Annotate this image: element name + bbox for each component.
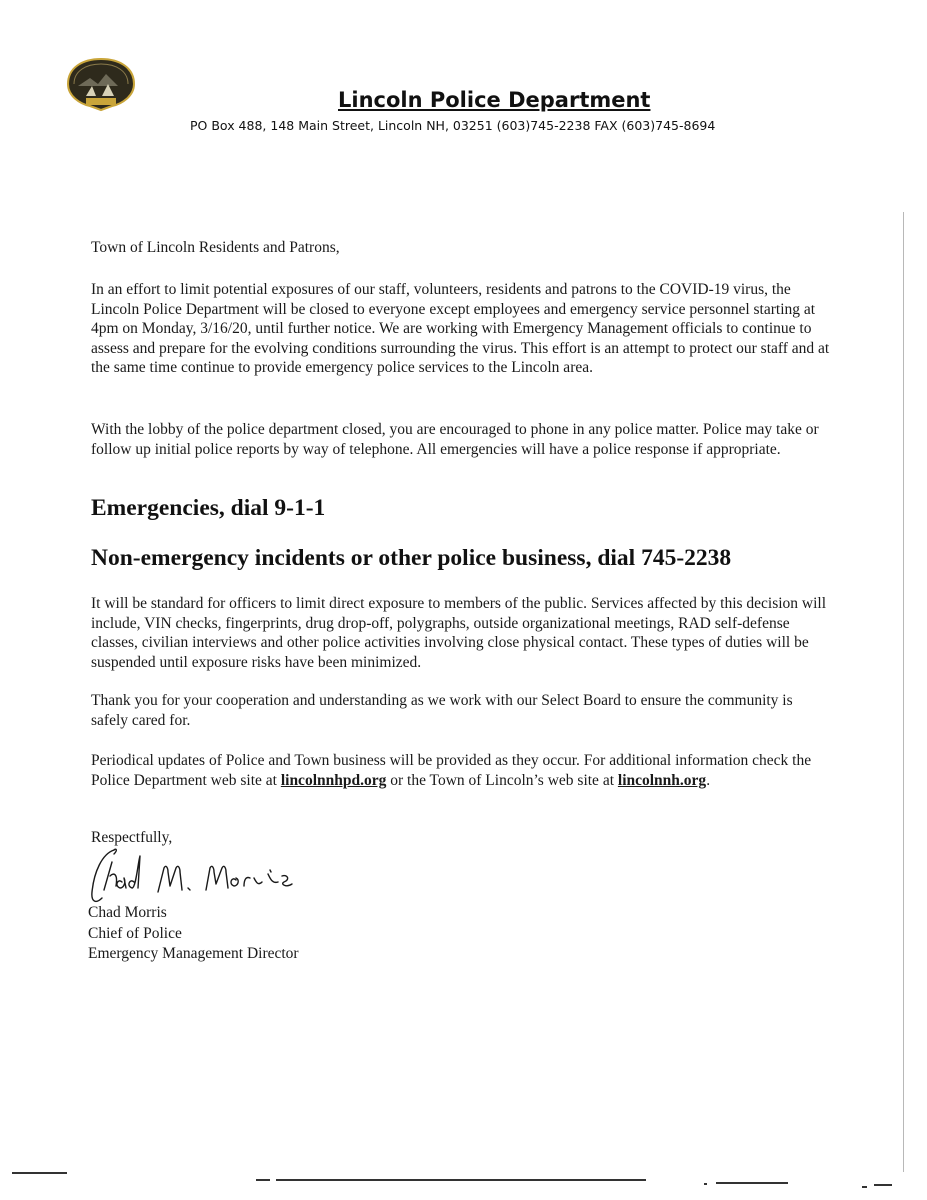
paragraph-closure-notice — [91, 280, 831, 378]
closing-text: Respectfully, — [91, 829, 173, 846]
paragraph-text — [91, 751, 831, 790]
handwritten-signature — [84, 842, 314, 910]
paragraph-updates — [91, 751, 831, 790]
scan-mark — [862, 1186, 867, 1188]
non-emergency-heading: Non-emergency incidents or other police business, dial 745-2238 — [91, 545, 732, 571]
department-address: PO Box 488, 148 Main Street, Lincoln NH, 03251 (603)745-2238 FAX (603)745-8694 — [190, 118, 716, 133]
paragraph-text: In an effort to limit potential exposures of our staff, volunteers, residents and patrons to the COVID-19 virus, the Lincoln Police Department will be closed to everyone except employees and emergency service personnel starting at 4pm on Monday, 3/16/20, until further notice. We are working with Emergency Management officials to continue to assess and prepare for the evolving conditions surrounding the virus. This effort is an attempt to protect our staff and at the same time continue to provide emergency police services to the Lincoln area. — [91, 281, 830, 376]
signer-name: Chad Morris — [88, 904, 167, 921]
scan-mark — [276, 1179, 646, 1181]
scan-edge-line — [903, 212, 904, 1172]
salutation-text: Town of Lincoln Residents and Patrons, — [91, 239, 340, 256]
paragraph-phone-in — [91, 420, 831, 459]
emergency-heading: Emergencies, dial 9-1-1 — [91, 495, 326, 521]
town-website-link[interactable]: lincolnnh.org — [617, 771, 707, 789]
paragraph-services-affected — [91, 594, 831, 672]
scan-mark — [256, 1179, 270, 1181]
police-website-link[interactable]: lincolnnhpd.org — [280, 771, 387, 789]
paragraph-thank-you — [91, 691, 831, 730]
updates-text-end: . — [706, 771, 711, 789]
paragraph-text: Thank you for your cooperation and understanding as we work with our Select Board to ensure the community is safely cared for. — [91, 692, 793, 729]
signature-block — [88, 903, 299, 965]
signer-title: Emergency Management Director — [88, 945, 299, 962]
scan-mark — [704, 1183, 707, 1185]
signer-title: Chief of Police — [88, 924, 182, 942]
police-badge-logo — [62, 56, 140, 112]
paragraph-text: It will be standard for officers to limit direct exposure to members of the public. Services affected by this decision will include, VIN checks, fingerprints, drug drop-off, polygraphs, outside organizational meetings, RAD self-defense classes, civilian interviews and other police activities involving close physical contact. These types of duties will be suspended until exposure risks have been minimized. — [91, 595, 827, 671]
scan-mark — [874, 1184, 892, 1186]
paragraph-text: With the lobby of the police department closed, you are encouraged to phone in any police matter. Police may take or follow up initial police reports by way of telephone. All emergencies will have a police response if appropriate. — [91, 421, 819, 458]
scan-mark — [12, 1172, 67, 1174]
updates-text-part2: or the Town of Lincoln’s web site at — [386, 771, 618, 789]
updates-text-part1: Periodical updates of Police and Town business will be provided as they occur. For additional information check the Police Department web site at — [91, 752, 812, 789]
salutation — [91, 238, 831, 258]
scan-mark — [716, 1182, 788, 1184]
department-name: Lincoln Police Department — [338, 88, 651, 112]
